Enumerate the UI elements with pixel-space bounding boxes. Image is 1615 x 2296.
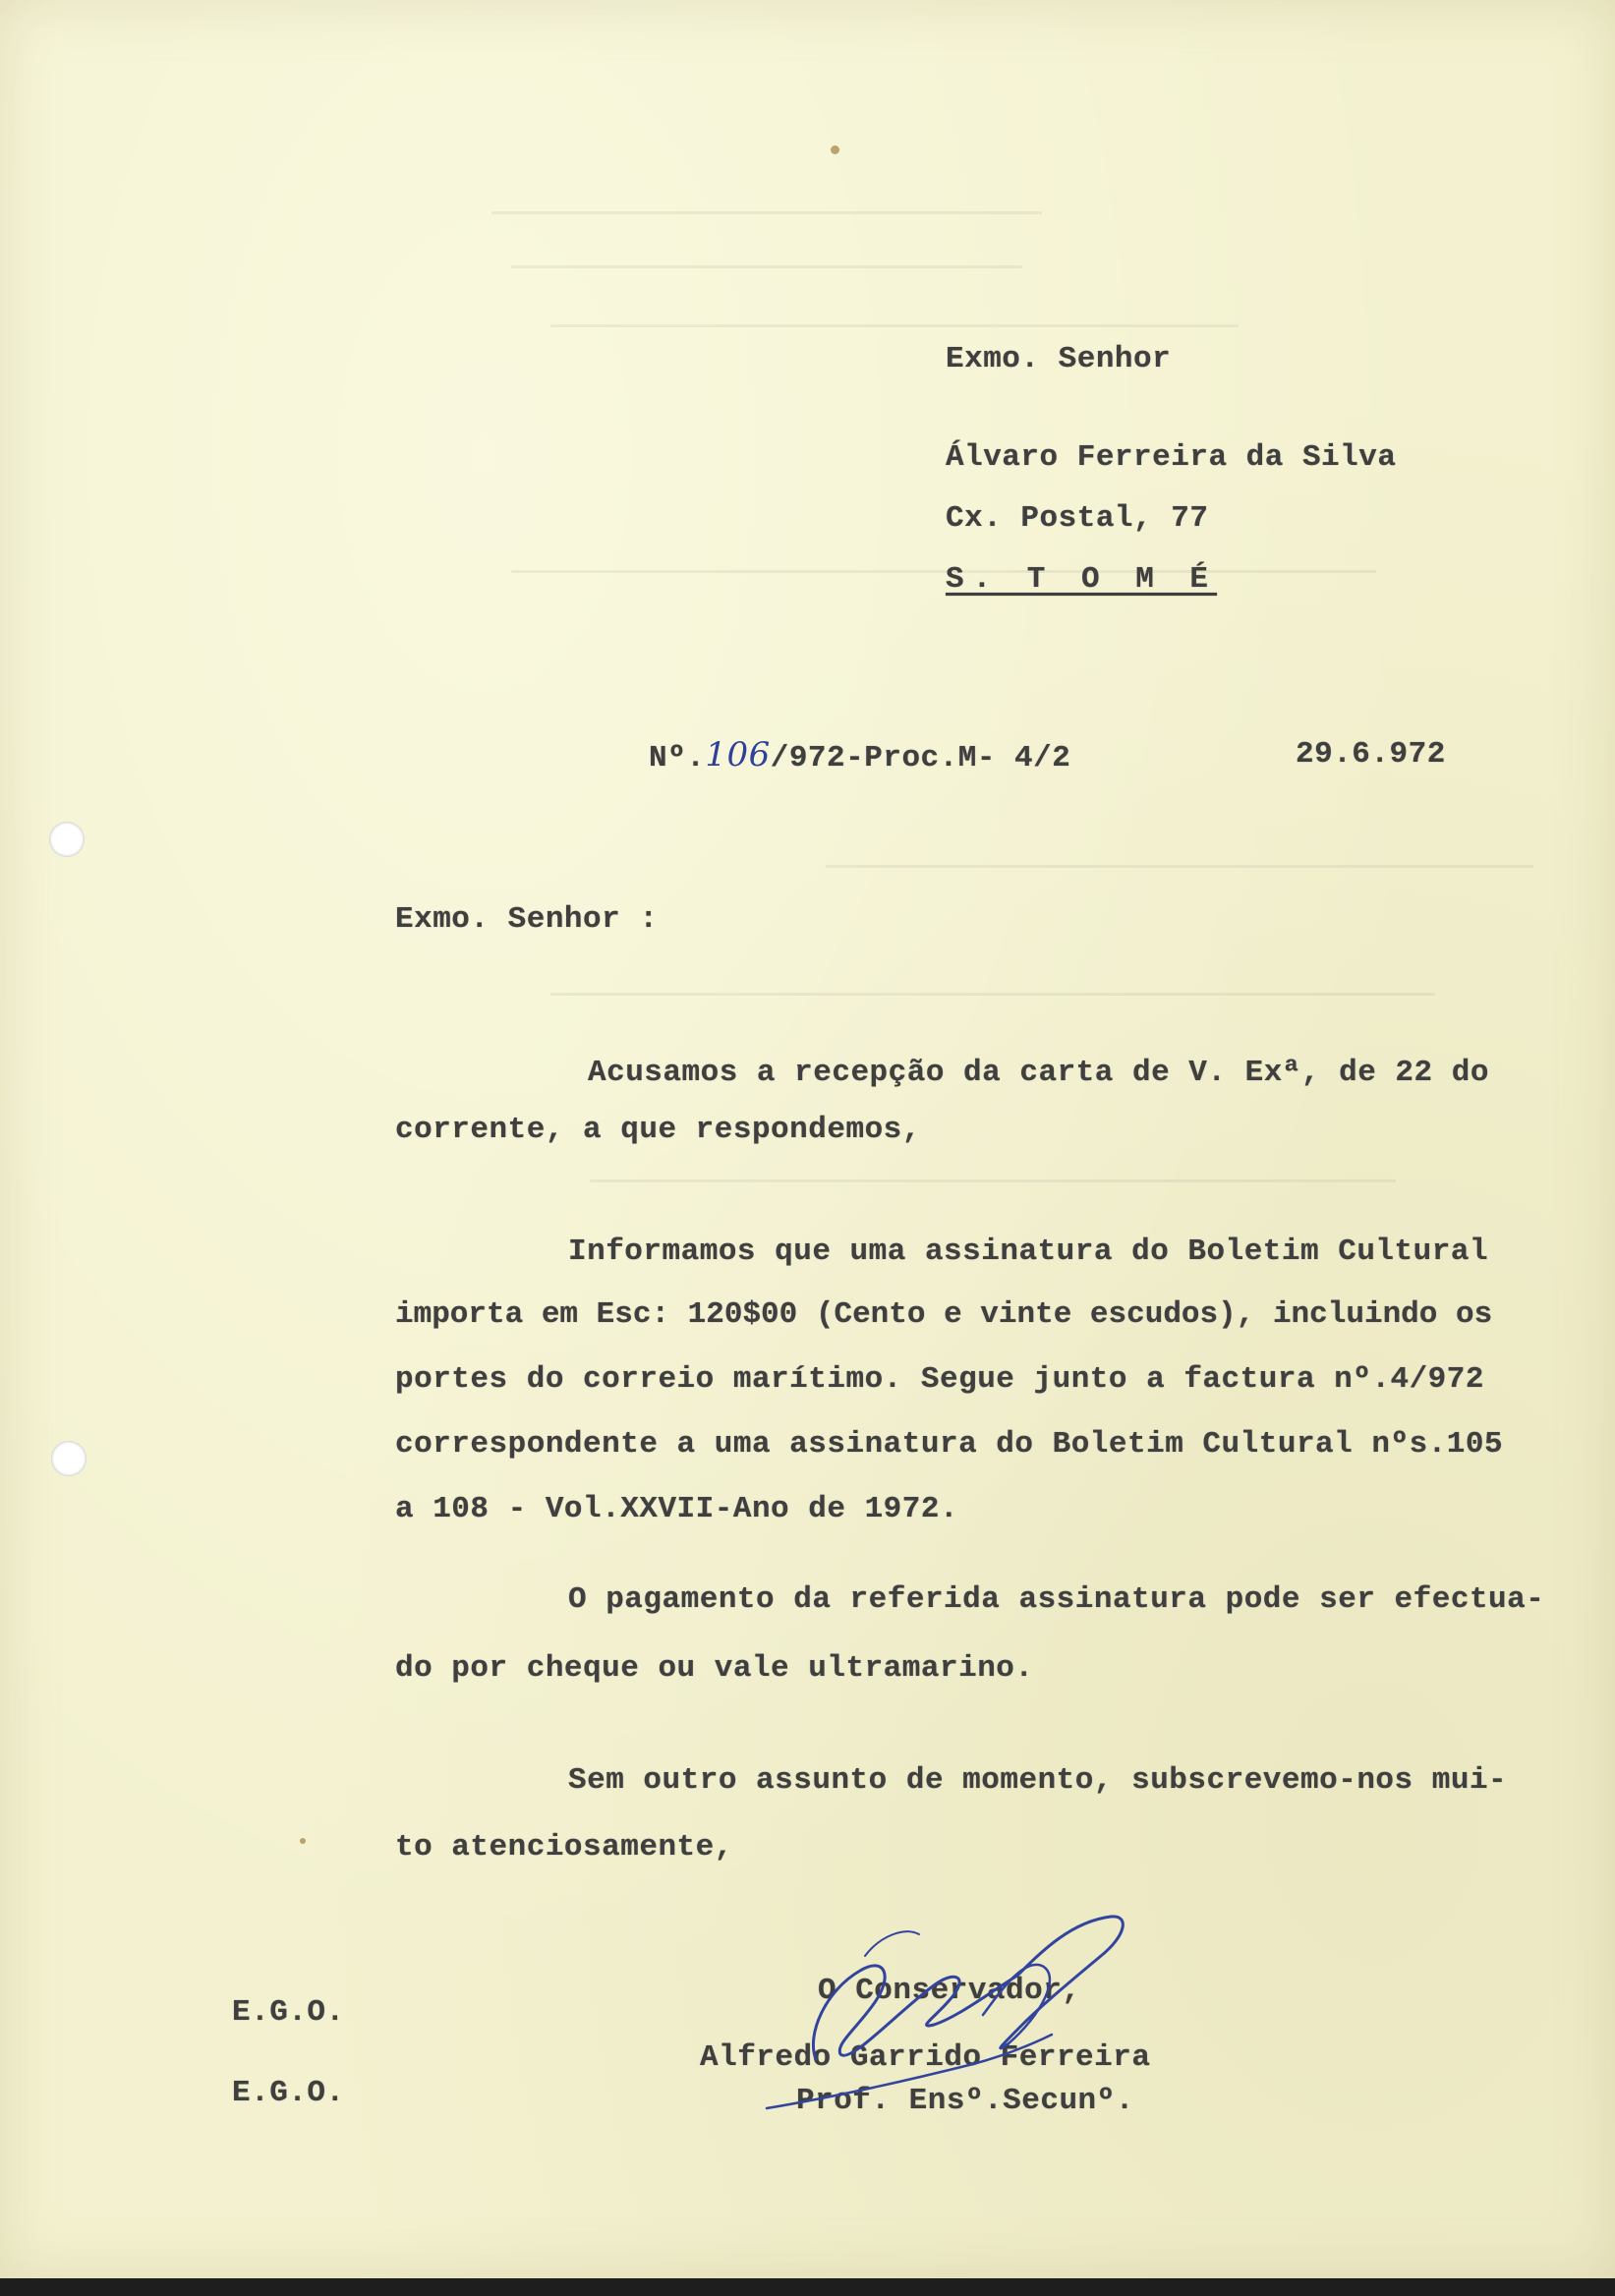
bleed-through-line bbox=[550, 993, 1435, 996]
bleed-through-line bbox=[550, 324, 1239, 327]
bleed-through-line bbox=[491, 211, 1042, 214]
body-line-7: a 108 - Vol.XXVII-Ano de 1972. bbox=[395, 1492, 959, 1526]
scan-bottom-edge bbox=[0, 2278, 1615, 2296]
handwritten-signature bbox=[747, 1897, 1160, 2123]
body-line-3: Informamos que uma assinatura do Boletim Cultural bbox=[568, 1234, 1489, 1269]
body-line-2: corrente, a que respondemos, bbox=[395, 1113, 921, 1147]
bleed-through-line bbox=[511, 570, 1376, 573]
body-line-9: do por cheque ou vale ultramarino. bbox=[395, 1651, 1034, 1686]
body-line-6: correspondente a uma assinatura do Boletim Cultural nºs.105 bbox=[395, 1427, 1504, 1462]
body-line-1: Acusamos a recepção da carta de V. Exª, de 22 do bbox=[588, 1056, 1489, 1090]
addressee-name: Álvaro Ferreira da Silva bbox=[946, 440, 1397, 475]
body-line-10: Sem outro assunto de momento, subscrevemo-nos mui- bbox=[568, 1763, 1508, 1798]
reference-prefix: Nº. bbox=[649, 741, 706, 775]
reference-line bbox=[649, 735, 1070, 778]
copy-mark: E.G.O. bbox=[232, 1995, 345, 2030]
greeting: Exmo. Senhor : bbox=[395, 902, 659, 937]
body-line-4: importa em Esc: 120$00 (Cento e vinte escudos), incluindo os bbox=[395, 1297, 1493, 1332]
copy-mark: E.G.O. bbox=[232, 2076, 345, 2110]
reference-number-handwritten: 106 bbox=[705, 735, 771, 775]
stain-speck bbox=[831, 145, 839, 154]
signatory-title: O Conservador, bbox=[818, 1974, 1081, 2008]
bleed-through-line bbox=[826, 865, 1533, 868]
signatory-name: Alfredo Garrido Ferreira bbox=[700, 2040, 1151, 2075]
body-line-5: portes do correio marítimo. Segue junto a factura nº.4/972 bbox=[395, 1362, 1484, 1397]
letter-date: 29.6.972 bbox=[1296, 737, 1446, 772]
stain-speck bbox=[300, 1838, 306, 1844]
body-line-11: to atenciosamente, bbox=[395, 1830, 733, 1865]
reference-suffix: /972-Proc.M- 4/2 bbox=[770, 741, 1071, 775]
punch-hole bbox=[51, 1441, 87, 1476]
body-line-8: O pagamento da referida assinatura pode ser efectua- bbox=[568, 1582, 1545, 1617]
addressee-city: S. T O M É bbox=[946, 562, 1218, 597]
bleed-through-line bbox=[590, 1179, 1396, 1182]
punch-hole bbox=[49, 822, 85, 857]
bleed-through-line bbox=[511, 265, 1022, 268]
addressee-salutation: Exmo. Senhor bbox=[946, 342, 1172, 376]
signatory-credentials: Prof. Ensº.Secunº. bbox=[796, 2084, 1134, 2118]
addressee-postal-box: Cx. Postal, 77 bbox=[946, 501, 1209, 536]
